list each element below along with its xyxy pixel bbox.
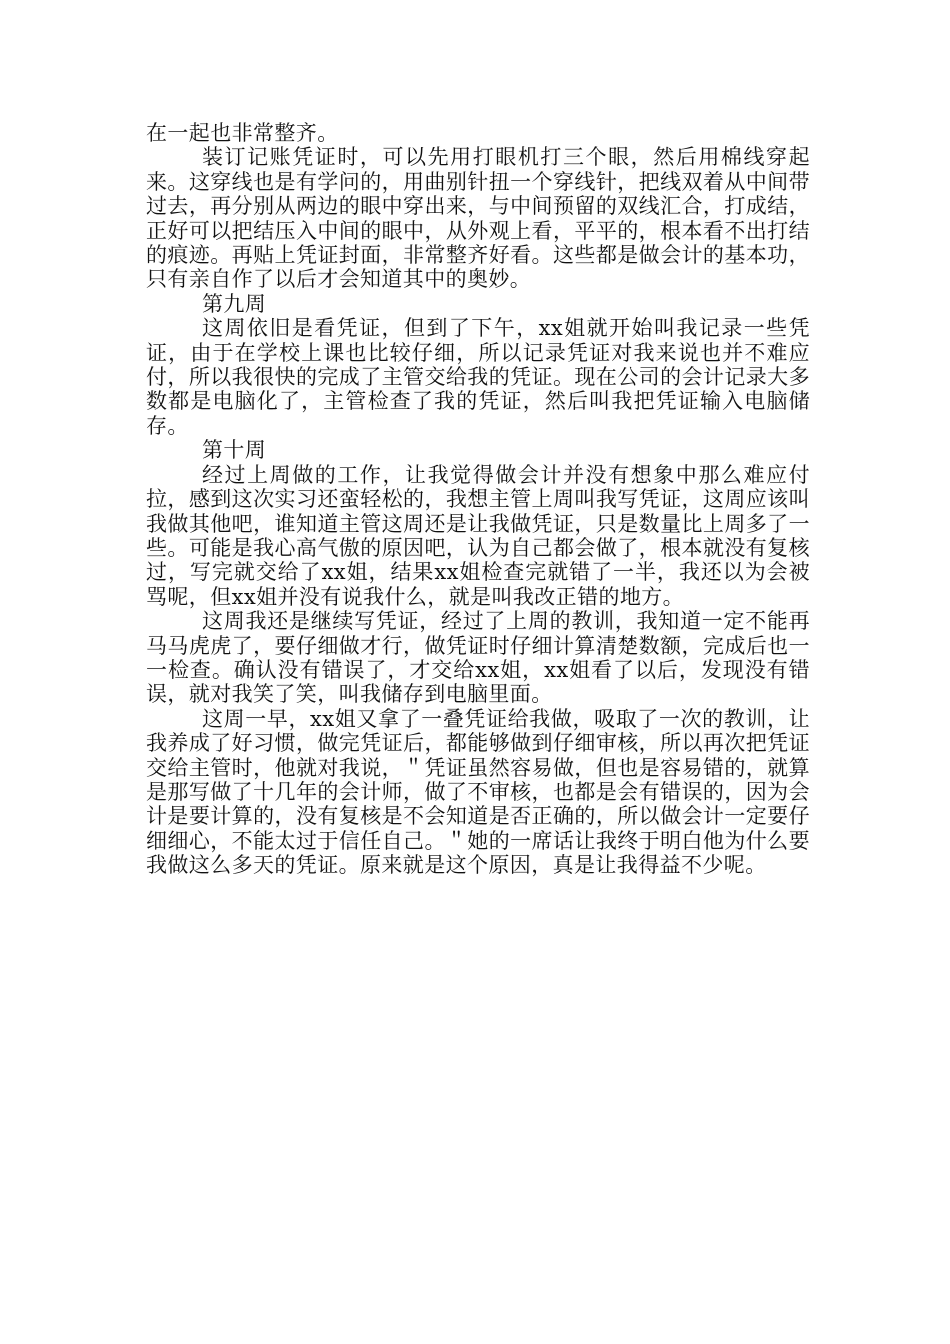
paragraph-week-ten: 经过上周做的工作，让我觉得做会计并没有想象中那么难应付拉，感到这次实习还蛮轻松的，我想主管上周叫我写凭证，这周应该叫我做其他吧，谁知道主管这周还是让我做凭证，只是数量比上周多了一些。可能是我心高气傲的原因吧，认为自己都会做了，根本就没有复核过，写完就交给了xx姐，结果xx姐检查完就错了一半，我还以为会被骂呢，但xx姐并没有说我什么，就是叫我改正错的地方。 [146,462,810,609]
paragraph-continuation: 在一起也非常整齐。 [146,121,339,145]
paragraph-binding-vouchers: 装订记账凭证时，可以先用打眼机打三个眼，然后用棉线穿起来。这穿线也是有学问的，用曲别针扭一个穿线针，把线双着从中间带过去，再分别从两边的眼中穿出来，与中间预留的双线汇合，打成结，正好可以把结压入中间的眼中，从外观上看，平平的，根本看不出打结的痕迹。再贴上凭证封面，非常整齐好看。这些都是做会计的基本功，只有亲自作了以后才会知道其中的奥妙。 [146,145,810,292]
paragraph-lesson-learned: 这周一早，xx姐又拿了一叠凭证给我做，吸取了一次的教训，让我养成了好习惯，做完凭证后，都能够做到仔细审核，所以再次把凭证交给主管时，他就对我说，＂凭证虽然容易做，但也是容易错的，就算是那写做了十几年的会计师，做了不审核，也都是会有错误的，因为会计是要计算的，没有复核是不会知道是否正确的，所以做会计一定要仔细细心，不能太过于信任自己。＂她的一席话让我终于明白他为什么要我做这么多天的凭证。原来就是这个原因，真是让我得益不少呢。 [146,706,810,878]
paragraph-week-nine: 这周依旧是看凭证，但到了下午，xx姐就开始叫我记录一些凭证，由于在学校上课也比较仔细，所以记录凭证对我来说也并不难应付，所以我很快的完成了主管交给我的凭证。现在公司的会计记录大多数都是电脑化了，主管检查了我的凭证，然后叫我把凭证输入电脑储存。 [146,316,810,438]
heading-week-ten: 第十周 [202,438,267,463]
paragraph-continue-writing: 这周我还是继续写凭证，经过了上周的教训，我知道一定不能再马马虎虎了，要仔细做才行，做凭证时仔细计算清楚数额，完成后也一一检查。确认没有错误了，才交给xx姐，xx姐看了以后，发现没有错误，就对我笑了笑，叫我储存到电脑里面。 [146,609,810,707]
heading-week-nine: 第九周 [202,291,267,316]
document-body [146,121,810,878]
